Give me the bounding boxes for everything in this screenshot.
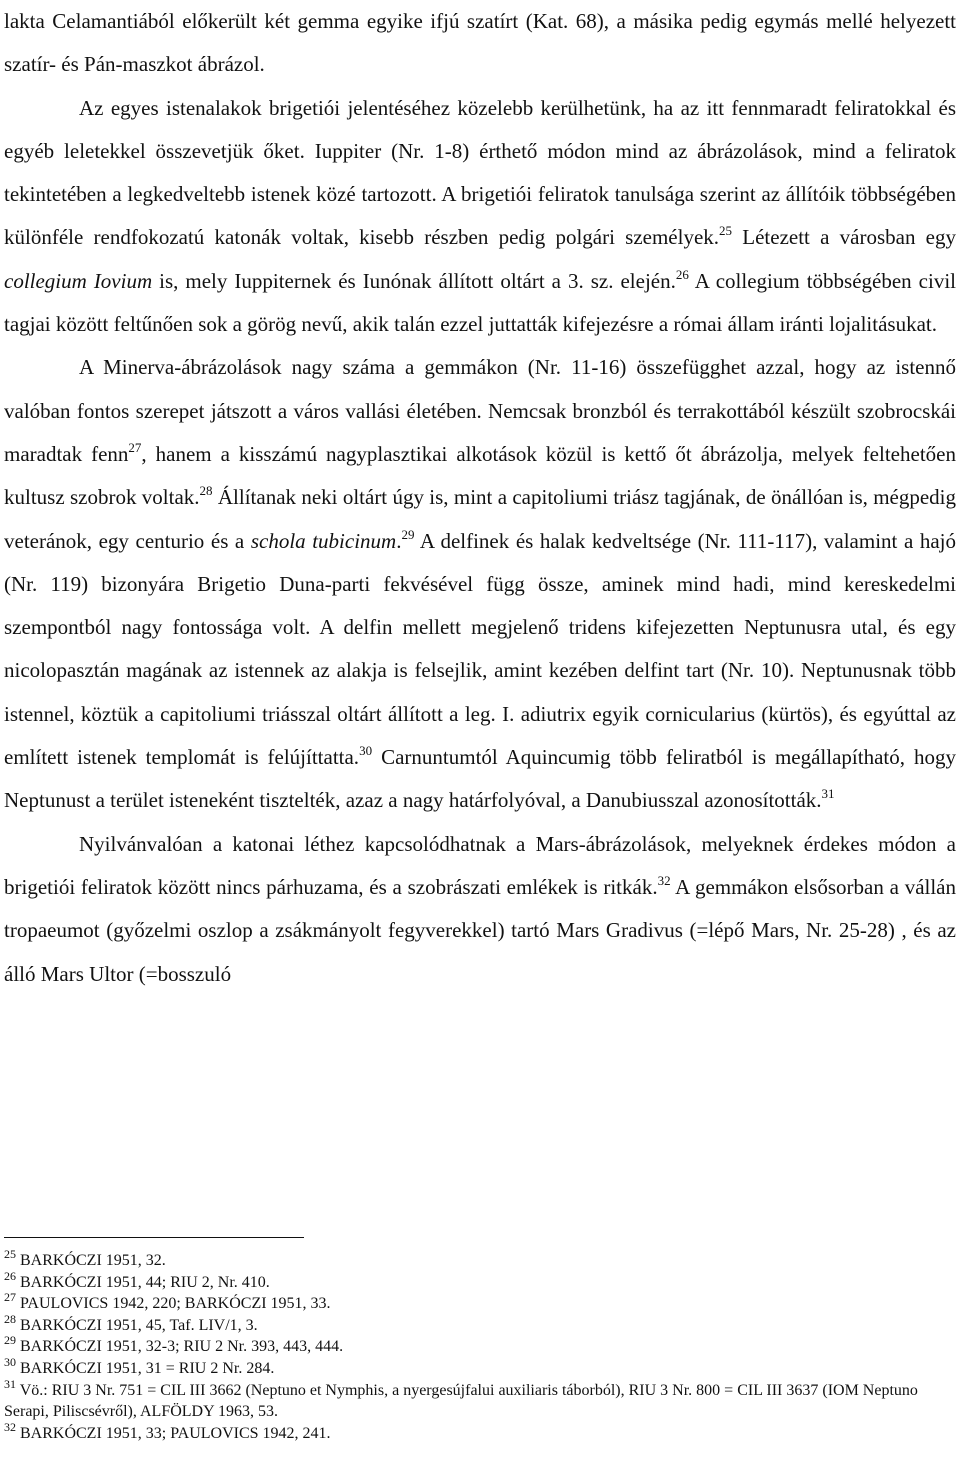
footnote (4, 1333, 954, 1358)
footnote-reference: 27 (128, 439, 142, 455)
paragraph (4, 0, 956, 87)
footnote-text: BARKÓCZI 1951, 44; RIU 2, Nr. 410. (16, 1273, 270, 1291)
italic-term: schola tubicinum (250, 528, 397, 553)
text-run: Nyilvánvalóan a katonai léthez kapcsolódhatnak a Mars-ábrázolások, melyeknek érdekes módon a brigetiói feliratok között nincs párhuzama, és a szobrászati emlékek is ritkák. (4, 831, 956, 899)
footnote-reference: 31 (821, 786, 835, 802)
footnote-number: 32 (4, 1419, 16, 1434)
footnote-text: BARKÓCZI 1951, 33; PAULOVICS 1942, 241. (16, 1424, 331, 1442)
footnote-number: 25 (4, 1247, 16, 1261)
footnote-text: BARKÓCZI 1951, 32-3; RIU 2 Nr. 393, 443, 444. (16, 1338, 344, 1356)
text-run: Létezett a városban egy (732, 225, 956, 250)
footnote-reference: 32 (657, 872, 671, 888)
footnote (4, 1290, 954, 1315)
footnote-reference: 29 (401, 526, 415, 542)
footnote (4, 1311, 954, 1337)
text-run: Állítanak neki oltárt úgy is, mint a capitoliumi triász tagjának, de önállóan is, mégpedig veteránok, egy centurio és a (4, 485, 957, 553)
footnote-number: 29 (4, 1333, 16, 1348)
text-run: A collegium többségében civil tagjai között feltűnően sok a görög nevű, akik talán ezzel juttatták kifejezésre a római állam iránti lojalitásukat. (4, 268, 957, 337)
text-run: Az egyes istenalakok brigetiói jelentéséhez közelebb kerülhetünk, ha az itt fennmaradt feliratokkal és egyéb leletekkel összevetjük őket. Iuppiter (Nr. 1-8) érthető módon mind az ábrázolások, mind a feliratok tekintetében a legkedveltebb istenek közé tartozott. A brigetiói feliratok tanulsága szerint az állítóik többségében különféle rendfokozatú katonák voltak, kisebb részben pedig polgári személyek. (4, 95, 956, 250)
text-run: A Minerva-ábrázolások nagy száma a gemmákon (Nr. 11-16) összefügghet azzal, hogy az istennő valóban fontos szerepet játszott a város vallási életében. Nemcsak bronzból és terrakottából készült szobrocskái maradtak fenn (4, 355, 956, 466)
text-run: A gemmákon elsősorban a vállán tropaeumot (győzelmi oszlop a zsákmányolt fegyverekkel) tartó Mars Gradivus (=lépő Mars, Nr. 25-28) , és az álló Mars Ultor (=bosszuló (4, 874, 956, 986)
text-run: is, mely Iuppiternek és Iunónak állított oltárt a 3. sz. elején. (152, 268, 676, 293)
italic-term: collegium Iovium (4, 268, 153, 293)
footnote-number: 30 (4, 1354, 16, 1369)
footnote-text: PAULOVICS 1942, 220; BARKÓCZI 1951, 33. (16, 1295, 331, 1313)
footnote-text: BARKÓCZI 1951, 31 = RIU 2 Nr. 284. (16, 1359, 275, 1377)
text-run: Carnuntumtól Aquincumig több feliratból is megállapítható, hogy Neptunust a terület isteneként tisztelték, azaz a nagy határfolyóval, a Danubiusszal azonosították. (4, 745, 956, 813)
text-run: , hanem a kisszámú nagyplasztikai alkotások közül is kettő őt ábrázolja, melyek feltehetően kultusz szobrok voltak. (4, 441, 956, 510)
footnote-reference: 25 (719, 223, 733, 239)
paragraph (4, 346, 956, 822)
text-run: A delfinek és halak kedveltsége (Nr. 111-117), valamint a hajó (Nr. 119) bizonyára Brigetio Duna-parti fekvésével függ össze, aminek mind hadi, mind kereskedelmi szempontból nagy fontossága volt. A delfin mellett megjelenő tridens kifejezetten Neptunusra utal, és egy nicolopasztán magának az istennek az alakja is felsejlik, amint kezében delfint tart (Nr. 10). Neptunusnak több istennel, köztük a capitoliumi triásszal oltárt állított a leg. I. adiutrix egyik cornicularius (kürtös), és egyúttal az említett istenek templomát is felújíttatta. (4, 528, 956, 770)
footnote-separator (4, 1237, 304, 1238)
footnote-text: Vö.: RIU 3 Nr. 751 = CIL III 3662 (Neptuno et Nymphis, a nyergesújfalui auxiliaris táborból), RIU 3 Nr. 800 = CIL III 3637 (IOM Neptuno Serapi, Piliscsévről), ALFÖLDY 1963, 53. (4, 1381, 918, 1421)
body-text (4, 0, 956, 996)
text-run: . (396, 528, 402, 553)
footnotes (4, 1247, 954, 1444)
footnote-number: 27 (4, 1290, 16, 1305)
footnote-number: 31 (4, 1376, 16, 1391)
footnote-number: 28 (4, 1311, 16, 1326)
footnote-number: 26 (4, 1268, 16, 1283)
text-run: lakta Celamantiából előkerült két gemma egyike ifjú szatírt (Kat. 68), a másika pedig egymás mellé helyezett szatír- és Pán-maszkot ábrázol. (4, 9, 956, 77)
paragraph (4, 87, 956, 347)
paragraph (4, 823, 956, 996)
footnote (4, 1247, 954, 1272)
footnote-text: BARKÓCZI 1951, 45, Taf. LIV/1, 3. (16, 1316, 258, 1334)
footnote (4, 1268, 954, 1294)
footnote-text: BARKÓCZI 1951, 32. (16, 1252, 166, 1269)
footnote-reference: 28 (199, 483, 213, 499)
footnote (4, 1376, 954, 1423)
footnote-reference: 30 (359, 743, 373, 759)
footnote (4, 1354, 954, 1380)
footnote-reference: 26 (675, 266, 689, 282)
footnote (4, 1419, 954, 1445)
